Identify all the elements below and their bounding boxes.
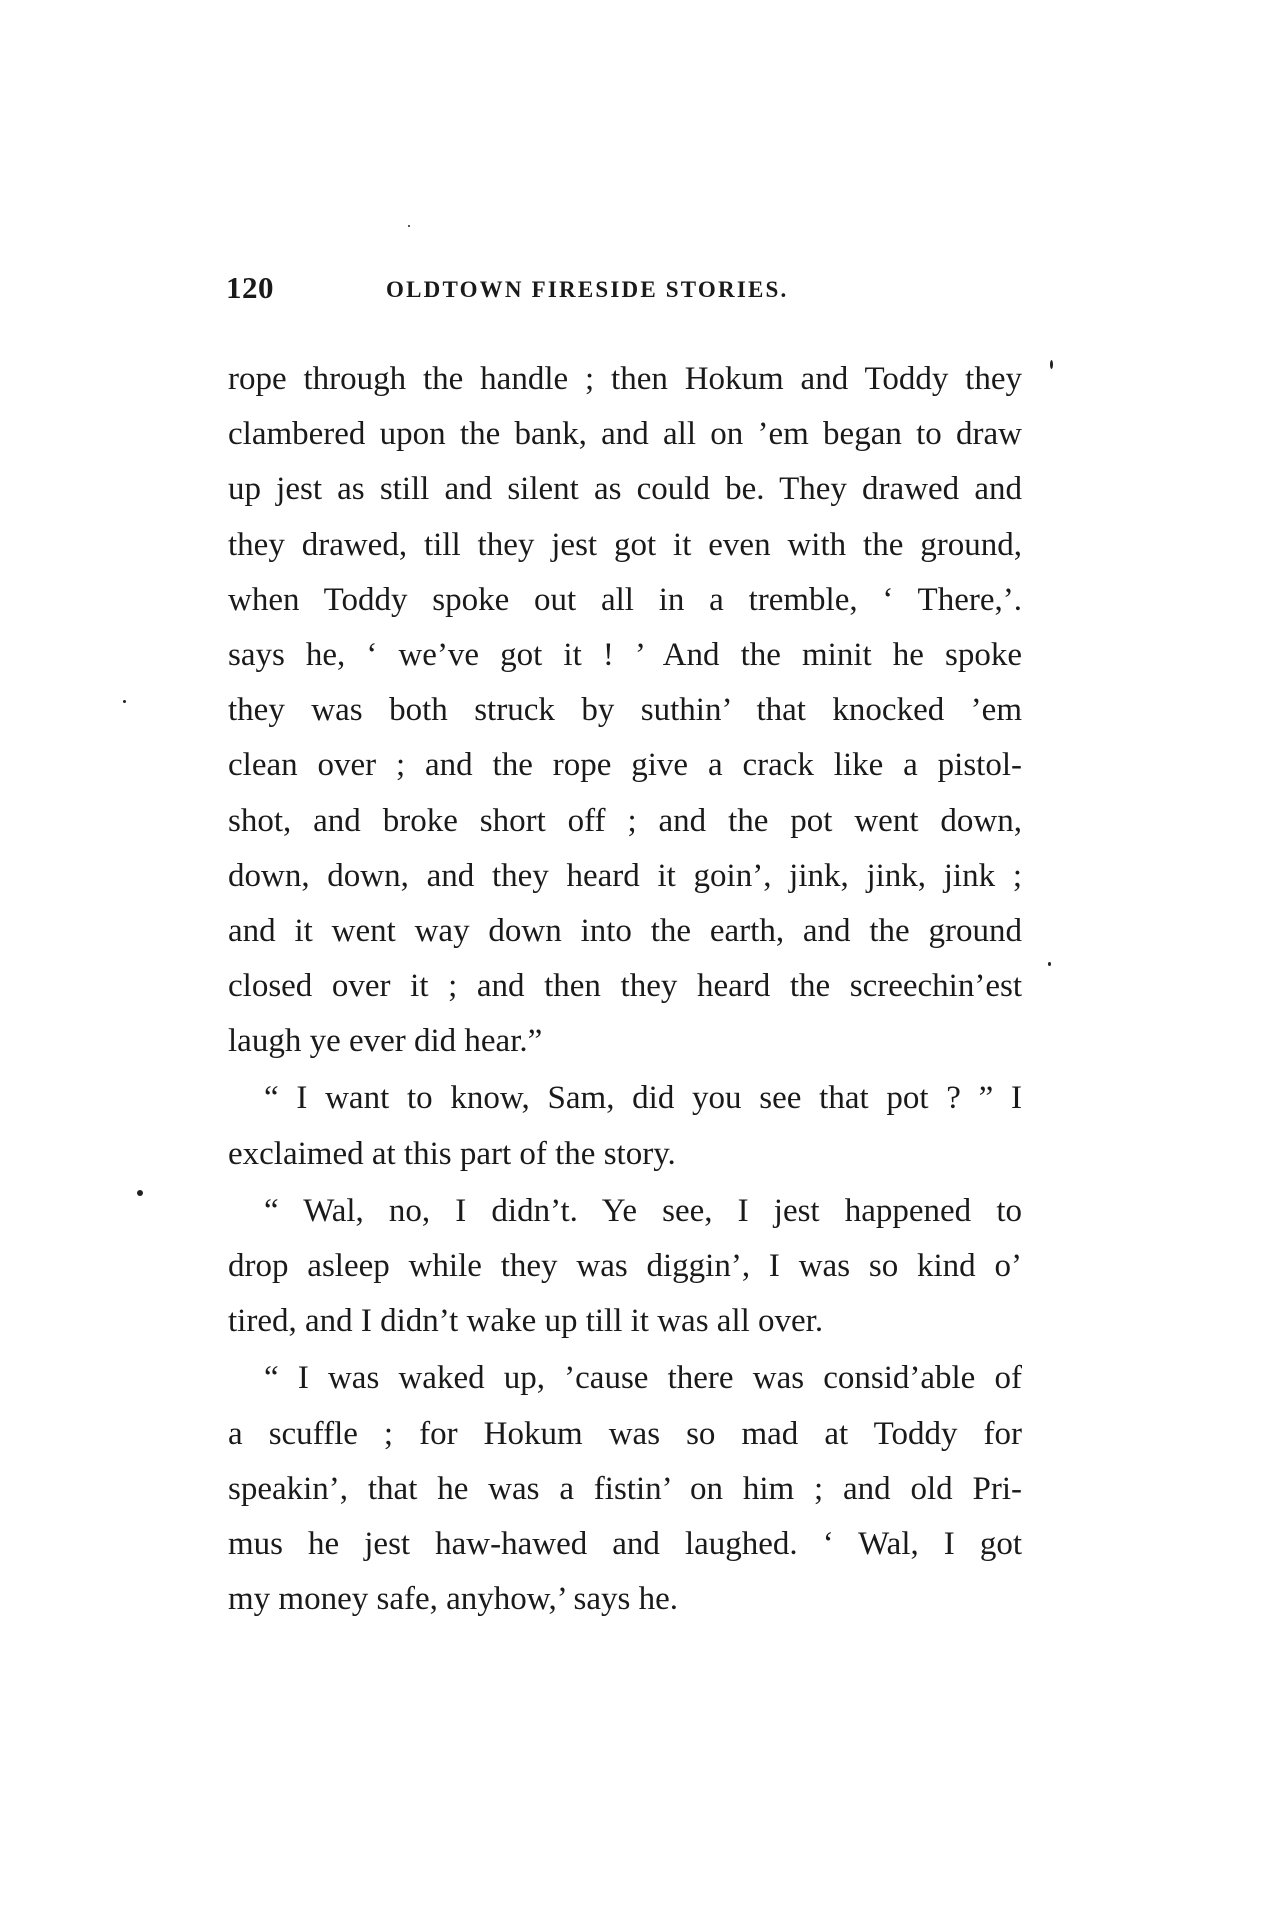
- text-line: “ I want to know, Sam, did you see that pot ? ” I: [264, 1080, 1022, 1117]
- print-speck: [123, 700, 126, 703]
- text-line: my money safe, anyhow,’ says he.: [228, 1581, 678, 1618]
- text-line: tired, and I didn’t wake up till it was all over.: [228, 1303, 824, 1340]
- text-line: down, down, and they heard it goin’, jink, jink, jink ;: [228, 857, 1022, 894]
- text-line: and it went way down into the earth, and the ground: [228, 912, 1022, 949]
- text-line: shot, and broke short off ; and the pot went down,: [228, 802, 1022, 839]
- paragraph: [228, 1184, 1022, 1350]
- print-speck: [1050, 360, 1053, 369]
- paragraph: [228, 352, 1022, 1069]
- paragraph: [228, 1071, 1022, 1181]
- text-line: mus he jest haw-hawed and laughed. ‘ Wal, I got: [228, 1525, 1022, 1562]
- text-line: exclaimed at this part of the story.: [228, 1135, 676, 1172]
- text-line: when Toddy spoke out all in a tremble, ‘ There,’.: [228, 581, 1022, 618]
- paragraph: [228, 1351, 1022, 1627]
- print-speck: [137, 1190, 143, 1196]
- text-line: drop asleep while they was diggin’, I was so kind o’: [228, 1248, 1022, 1284]
- page-number: 120: [226, 270, 274, 305]
- print-speck: [1048, 962, 1051, 966]
- text-line: clambered upon the bank, and all on ’em began to draw: [228, 416, 1022, 453]
- text-line: says he, ‘ we’ve got it ! ’ And the minit he spoke: [228, 636, 1022, 673]
- text-line: closed over it ; and then they heard the screechin’est: [228, 968, 1022, 1005]
- text-line: “ Wal, no, I didn’t. Ye see, I jest happened to: [264, 1192, 1022, 1229]
- body-text: [228, 352, 1022, 1627]
- page-header: [226, 270, 1046, 314]
- text-line: rope through the handle ; then Hokum and Toddy they: [228, 361, 1022, 397]
- text-line: “ I was waked up, ’cause there was consid’able of: [264, 1360, 1022, 1397]
- text-line: a scuffle ; for Hokum was so mad at Toddy for: [228, 1415, 1022, 1452]
- text-line: laugh ye ever did hear.”: [228, 1023, 543, 1060]
- running-title: OLDTOWN FIRESIDE STORIES.: [386, 277, 789, 302]
- text-line: clean over ; and the rope give a crack like a pistol-: [228, 747, 1022, 784]
- text-line: speakin’, that he was a fistin’ on him ; and old Pri-: [228, 1470, 1022, 1507]
- text-line: up jest as still and silent as could be. They drawed and: [228, 471, 1022, 508]
- text-line: they drawed, till they jest got it even with the ground,: [228, 526, 1022, 563]
- text-line: they was both struck by suthin’ that knocked ’em: [228, 692, 1022, 729]
- print-speck: [408, 225, 410, 227]
